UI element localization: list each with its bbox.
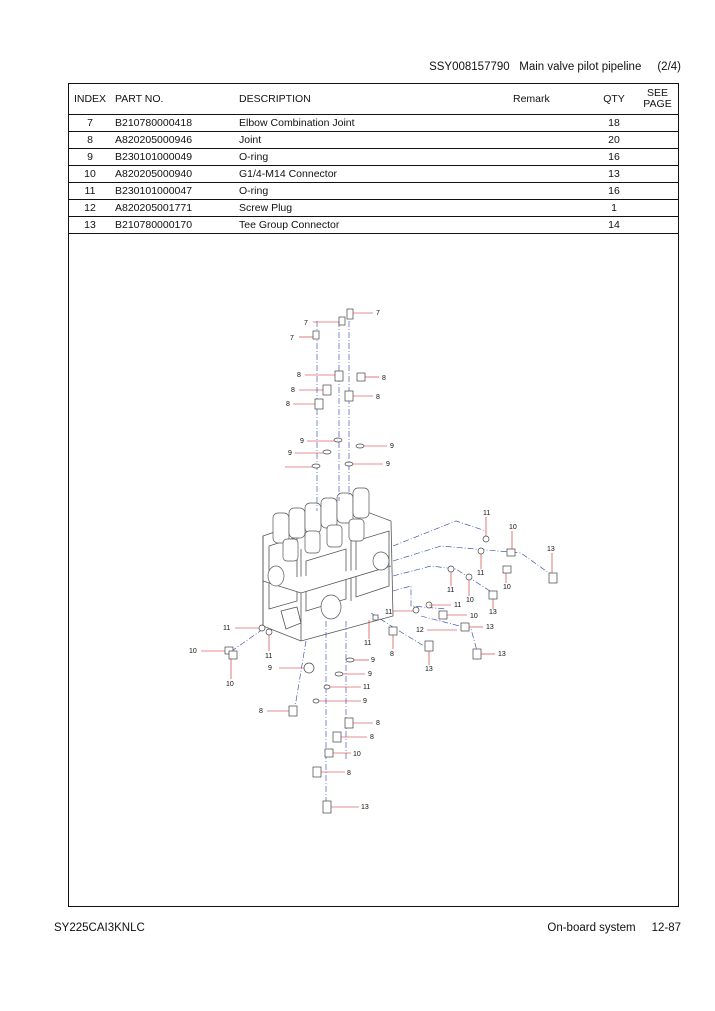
callout-label: 11 (483, 510, 491, 517)
cell-index: 13 (69, 217, 111, 234)
callout-label: 9 (363, 698, 367, 705)
cell-see-page (637, 166, 678, 183)
callout-label: 13 (425, 666, 433, 673)
callout-label: 9 (288, 450, 292, 457)
callout-label: 8 (347, 770, 351, 777)
callout-label: 9 (300, 438, 304, 445)
page-header (429, 61, 681, 73)
callout-label: 8 (376, 720, 380, 727)
col-see-page-line2: PAGE (643, 98, 672, 110)
callout-label: 11 (447, 587, 455, 594)
cell-index: 11 (69, 183, 111, 200)
callout-label: 11 (223, 625, 231, 632)
cell-part-no: B210780000170 (111, 217, 235, 234)
cell-qty: 13 (591, 166, 637, 183)
cell-qty: 18 (591, 115, 637, 132)
cell-qty: 16 (591, 183, 637, 200)
callout-label: 13 (489, 609, 497, 616)
callout-label: 8 (291, 387, 295, 394)
cell-part-no: A820205000946 (111, 132, 235, 149)
table-row (69, 183, 678, 200)
table-row (69, 200, 678, 217)
callout-label: 11 (363, 684, 371, 691)
callout-label: 8 (390, 651, 394, 658)
cell-remark (509, 132, 591, 149)
footer-page-number: 12-87 (651, 922, 681, 934)
callout-label: 11 (385, 609, 393, 616)
cell-part-no: B210780000418 (111, 115, 235, 132)
callout-label: 9 (390, 443, 394, 450)
cell-part-no: A820205001771 (111, 200, 235, 217)
cell-part-no: B230101000049 (111, 149, 235, 166)
callout-label: 11 (265, 653, 273, 660)
cell-remark (509, 115, 591, 132)
cell-qty: 1 (591, 200, 637, 217)
callout-label: 10 (466, 597, 474, 604)
cell-index: 8 (69, 132, 111, 149)
parts-frame (68, 83, 679, 907)
table-row (69, 149, 678, 166)
callout-label: 10 (509, 524, 517, 531)
table-row (69, 132, 678, 149)
callout-label: 10 (189, 648, 197, 655)
callout-label: 13 (361, 804, 369, 811)
callout-label: 13 (547, 546, 555, 553)
col-remark: Remark (509, 84, 591, 115)
cell-remark (509, 217, 591, 234)
table-row (69, 166, 678, 183)
cell-description: Elbow Combination Joint (235, 115, 509, 132)
callout-label: 7 (304, 320, 308, 327)
cell-qty: 16 (591, 149, 637, 166)
callout-label: 13 (486, 624, 494, 631)
callout-label: 9 (368, 671, 372, 678)
col-part-no: PART NO. (111, 84, 235, 115)
cell-description: O-ring (235, 183, 509, 200)
cell-index: 12 (69, 200, 111, 217)
cell-qty: 14 (591, 217, 637, 234)
col-see-page (637, 84, 678, 115)
cell-see-page (637, 217, 678, 234)
callout-label: 9 (268, 665, 272, 672)
callout-label: 8 (370, 734, 374, 741)
parts-table (69, 84, 678, 234)
cell-part-no: B230101000047 (111, 183, 235, 200)
cell-remark (509, 200, 591, 217)
cell-description: G1/4-M14 Connector (235, 166, 509, 183)
cell-see-page (637, 115, 678, 132)
callout-label: 12 (416, 627, 424, 634)
callout-label: 11 (364, 640, 372, 647)
callout-label: 8 (286, 401, 290, 408)
footer-section: On-board system (547, 922, 636, 934)
col-index: INDEX (69, 84, 111, 115)
cell-index: 10 (69, 166, 111, 183)
callout-label: 9 (371, 657, 375, 664)
doc-number: SSY008157790 (429, 61, 510, 73)
cell-part-no: A820205000940 (111, 166, 235, 183)
callout-label: 13 (498, 651, 506, 658)
col-description: DESCRIPTION (235, 84, 509, 115)
page-of: (2/4) (657, 61, 681, 73)
callout-label: 11 (454, 602, 462, 609)
cell-see-page (637, 149, 678, 166)
doc-title: Main valve pilot pipeline (519, 61, 642, 73)
cell-see-page (637, 132, 678, 149)
cell-remark (509, 166, 591, 183)
callout-label: 10 (353, 751, 361, 758)
col-see-page-line1: SEE (646, 87, 668, 99)
callout-label: 9 (386, 461, 390, 468)
callout-label: 10 (226, 681, 234, 688)
cell-remark (509, 183, 591, 200)
callout-label: 8 (382, 375, 386, 382)
callout-label: 8 (297, 372, 301, 379)
cell-see-page (637, 200, 678, 217)
table-header-row (69, 84, 678, 115)
cell-description: Joint (235, 132, 509, 149)
callout-label: 8 (259, 708, 263, 715)
callout-label: 8 (376, 394, 380, 401)
cell-index: 9 (69, 149, 111, 166)
footer-model: SY225CAI3KNLC (54, 922, 145, 934)
callout-label: 7 (290, 335, 294, 342)
cell-see-page (637, 183, 678, 200)
callout-label: 10 (503, 584, 511, 591)
cell-description: Screw Plug (235, 200, 509, 217)
table-row (69, 217, 678, 234)
callout-label: 7 (376, 310, 380, 317)
callout-label: 11 (477, 570, 485, 577)
cell-description: Tee Group Connector (235, 217, 509, 234)
cell-index: 7 (69, 115, 111, 132)
exploded-view-diagram (69, 232, 678, 904)
cell-description: O-ring (235, 149, 509, 166)
table-row (69, 115, 678, 132)
callout-label: 10 (470, 613, 478, 620)
col-qty: QTY (591, 84, 637, 115)
cell-qty: 20 (591, 132, 637, 149)
footer-right (547, 922, 681, 934)
cell-remark (509, 149, 591, 166)
